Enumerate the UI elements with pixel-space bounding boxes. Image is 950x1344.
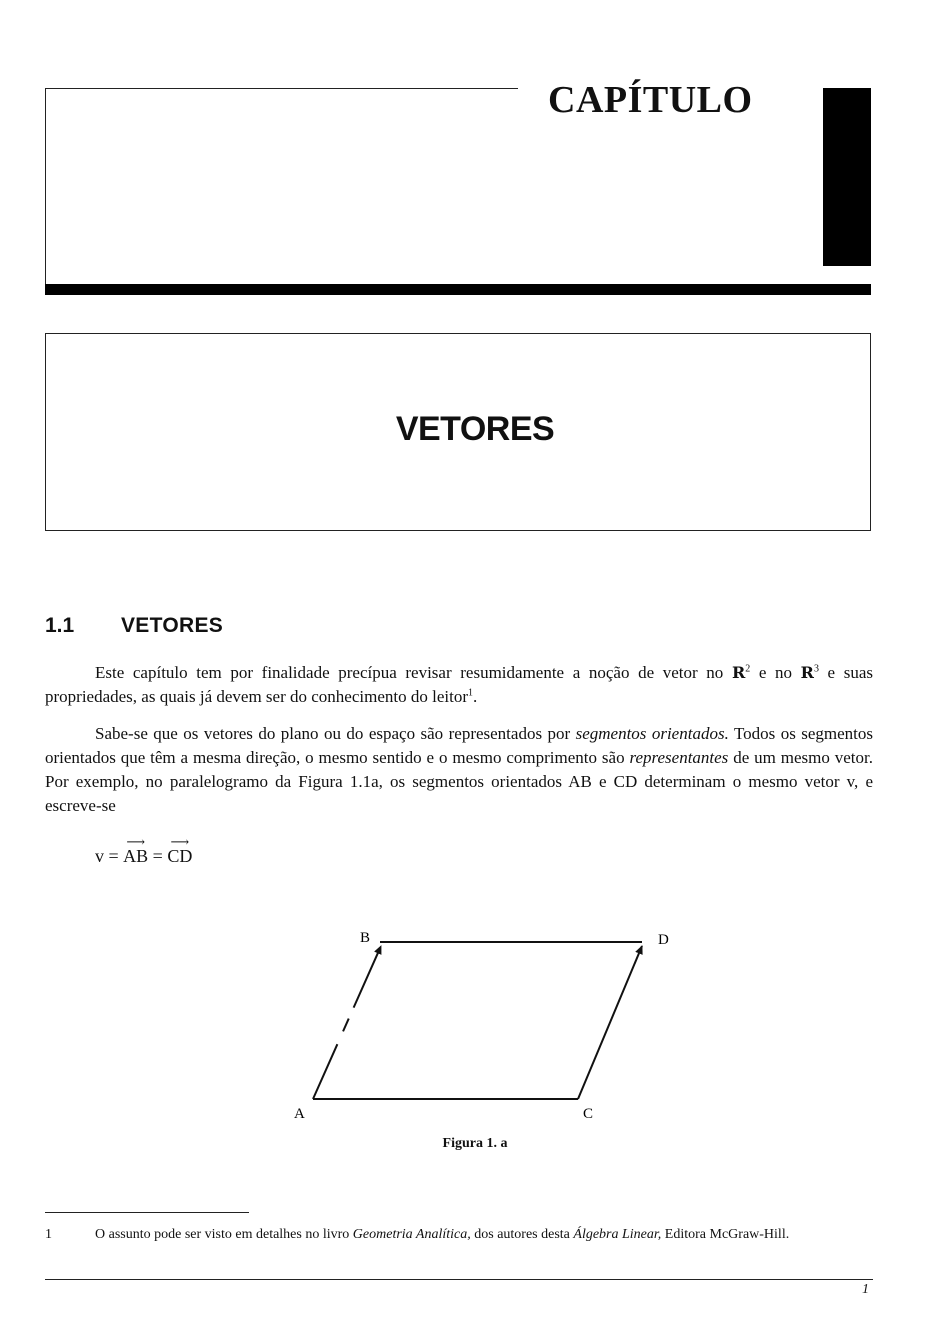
para1-text-d: . bbox=[472, 687, 478, 706]
equation-equals: = bbox=[148, 846, 168, 866]
parallelogram-figure bbox=[280, 920, 680, 1130]
vector-cd-arrow bbox=[578, 946, 642, 1099]
footnote-text-c: Editora McGraw-Hill. bbox=[661, 1227, 790, 1242]
footnote-book-ref: Álgebra Linear, bbox=[573, 1227, 662, 1242]
equation-lhs: v = bbox=[95, 846, 124, 866]
para1-text-c: e suas propriedades, as quais já devem ser do conhecimento do leitor bbox=[45, 663, 873, 706]
section-number: 1.1 bbox=[45, 614, 75, 637]
vector-cd-label: CD bbox=[167, 846, 193, 866]
footnote-number: 1 bbox=[45, 1227, 52, 1242]
para1-text-a: Este capítulo tem por finalidade precípua revisar resumidamente a noção de vetor no bbox=[95, 663, 724, 682]
para2-text-b: Todos os segmentos orientados que têm a mesma direção, o mesmo sentido e o mesmo comprimento são bbox=[45, 724, 874, 767]
para2-text-c: de um mesmo vetor. Por exemplo, no paralelogramo da Figura 1.1a, os segmentos orientados AB e CD determinam o mesmo vetor v, e escreve-se bbox=[45, 748, 873, 815]
vector-ab bbox=[123, 834, 149, 867]
page-bottom-rule bbox=[45, 1279, 873, 1280]
footnote-book-title: Geometria Analítica, bbox=[352, 1227, 471, 1242]
para1-text-b: e no bbox=[750, 663, 801, 682]
point-d-label: D bbox=[658, 932, 669, 948]
r2-superscript: 2 bbox=[745, 663, 751, 675]
vector-arrow-ab: ⟶ bbox=[126, 834, 145, 849]
footnote-text-b: dos autores desta bbox=[470, 1227, 574, 1242]
header-left-rule bbox=[45, 88, 46, 284]
footnote-text-a: O assunto pode ser visto em detalhes no livro bbox=[95, 1227, 353, 1242]
figure-caption: Figura 1. a bbox=[442, 1136, 508, 1151]
point-b-label: B bbox=[360, 930, 371, 946]
chapter-title: VETORES bbox=[395, 410, 555, 448]
r3-superscript: 3 bbox=[813, 663, 819, 675]
vector-ab-arrow bbox=[313, 946, 381, 1099]
chapter-number-block bbox=[823, 88, 871, 266]
header-bottom-bar bbox=[45, 284, 871, 295]
footnote-reference[interactable]: 1 bbox=[467, 687, 473, 699]
paragraph-definition bbox=[45, 722, 873, 818]
footnote bbox=[45, 1224, 873, 1245]
vector-ab-label: AB bbox=[123, 846, 149, 866]
point-c-label: C bbox=[583, 1106, 594, 1122]
r3-symbol: R bbox=[800, 663, 814, 682]
para2-emphasis-a: segmentos orientados. bbox=[575, 724, 729, 743]
paragraph-intro bbox=[45, 661, 873, 709]
section-title: VETORES bbox=[121, 614, 224, 637]
point-a-label: A bbox=[294, 1106, 305, 1122]
vector-arrow-cd: ⟶ bbox=[170, 834, 190, 849]
r2-symbol: R bbox=[731, 663, 746, 682]
page-number: 1 bbox=[862, 1282, 869, 1297]
footnote-rule bbox=[45, 1212, 249, 1213]
header-top-rule bbox=[45, 88, 518, 89]
vector-equation bbox=[95, 834, 193, 867]
para2-emphasis-b: representantes bbox=[629, 748, 729, 767]
para2-text-a: Sabe-se que os vetores do plano ou do espaço são representados por bbox=[95, 724, 576, 743]
vector-cd bbox=[167, 834, 193, 867]
chapter-label: CAPÍTULO bbox=[548, 79, 753, 121]
